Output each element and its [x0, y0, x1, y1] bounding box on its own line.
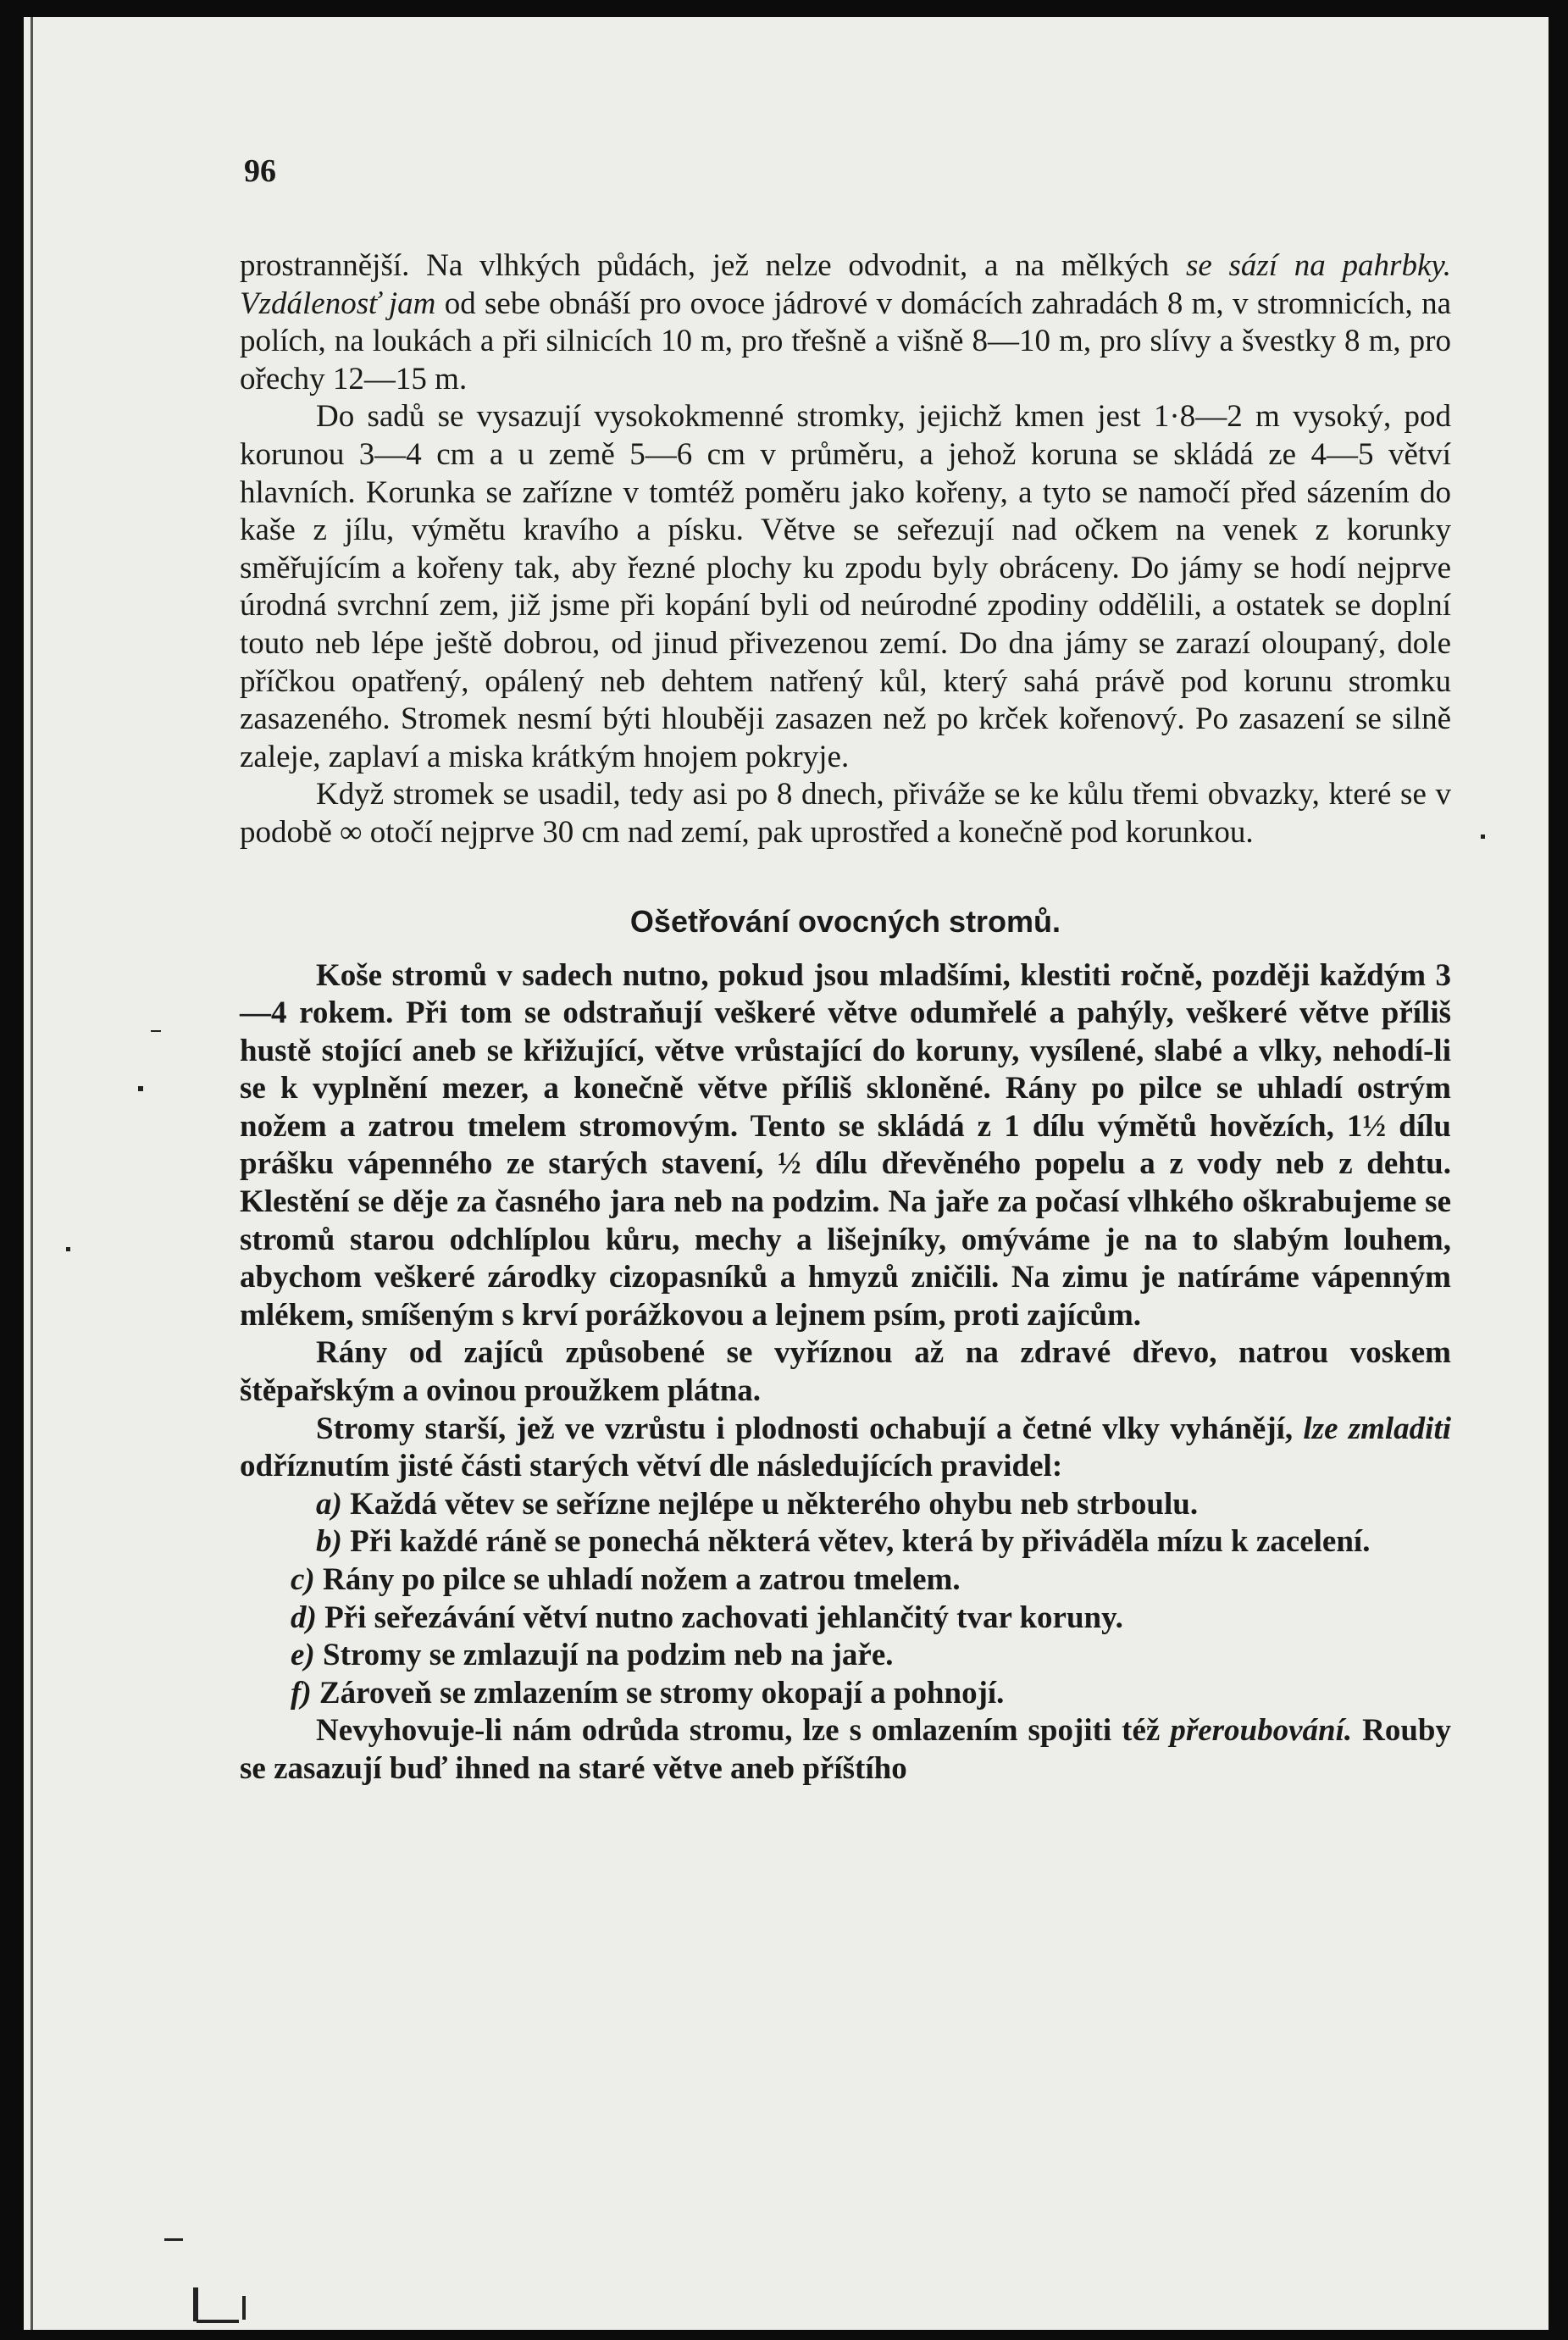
rule-item: a) Každá větev se seřízne nejlépe u některého ohybu neb strboulu.: [316, 1486, 1199, 1522]
rule-item: d) Při seřezávání větví nutno zachovati jehlančitý tvar koruny.: [291, 1600, 1123, 1635]
section-heading: Ošetřování ovocných stromů.: [629, 903, 1061, 939]
paragraph: Rány od zajíců způsobené se vyříznou až na zdravé dřevo, natrou voskem štěpařským a ovinou proužkem plátna.: [240, 1335, 1451, 1409]
paragraph: Koše stromů v sadech nutno, pokud jsou mladšími, klestiti ročně, později každým 3—4 rokem. Při tom se odstraňují veškeré větve odumřelé a pahýly, veškeré větve příliš hustě stojící aneb se křižující, větve vrůstající do koruny, vysílené, slabé a vlky, nehodí-li se k vyplnění mezer, a konečně větve příliš skloněné. Rány po pilce se uhladí ostrým nožem a zatrou tmelem stromovým. Tento se skládá z 1 dílu výmětů hovězích, 1½ dílu prášku vápenného ze starých stavení, ½ dílu dřevěného popelu a z vody neb z dehtu. Klestění se děje za časného jara neb na podzim. Na jaře za počasí vlhkého oškrabujeme se stromů starou odchlíplou kůru, mechy a lišejníky, omýváme je na to slabým louhem, abychom veškeré zárodky cizopasníků a hmyzů zničili. Na zimu je natíráme vápenným mlékem, smíšeným s krví porážkovou a lejnem psím, proti zajícům.: [240, 957, 1451, 1333]
scan-speck: [242, 2296, 246, 2320]
scan-speck: [197, 2320, 239, 2323]
page-number: 96: [244, 153, 276, 189]
rule-item: f) Zároveň se zmlazením se stromy okopají a pohnojí.: [291, 1675, 1005, 1711]
book-page: [24, 17, 1549, 2330]
scan-speck: [193, 2287, 198, 2321]
paragraph: Nevyhovuje-li nám odrůda stromu, lze s omlazením spojiti též přeroubování. Rouby se zasazují buď ihned na staré větve aneb příštího: [240, 1713, 1451, 1786]
rule-item: c) Rány po pilce se uhladí nožem a zatrou tmelem.: [291, 1562, 961, 1597]
paragraph: Když stromek se usadil, tedy asi po 8 dnech, přiváže se ke kůlu třemi obvazky, které se v podobě ∞ otočí nejprve 30 cm nad zemí, pak uprostřed a konečně pod korunkou.: [240, 777, 1451, 850]
paragraph: Stromy starší, jež ve vzrůstu i plodnosti ochabují a četné vlky vyhánějí, lze zmladiti odříznutím jisté části starých větví dle následujících pravidel:: [240, 1411, 1451, 1484]
paragraph: prostrannější. Na vlhkých půdách, jež nelze odvodnit, a na mělkých se sází na pahrbky. Vzdálenosť jam od sebe obnáší pro ovoce jádrové v domácích zahradách 8 m, v stromnicích, na polích, na loukách a při silnicích 10 m, pro třešně a višně 8—10 m, pro slívy a švestky 8 m, pro ořechy 12—15 m.: [240, 248, 1452, 396]
scan-speck: [66, 1247, 70, 1251]
page-edge-line: [30, 17, 33, 2330]
scan-speck: [138, 1086, 143, 1091]
rule-item: b) Při každé ráně se ponechá některá větev, která by přiváděla mízu k zacelení.: [316, 1524, 1371, 1560]
rule-item: e) Stromy se zmlazují na podzim neb na jaře.: [291, 1638, 894, 1673]
paragraph: Do sadů se vysazují vysokokmenné stromky, jejichž kmen jest 1·8—2 m vysoký, pod korunou 3—4 cm a u země 5—6 cm v průměru, a jehož koruna se skládá ze 4—5 větví hlavních. Korunka se zařízne v tomtéž poměru jako kořeny, a tyto se namočí před sázením do kaše z jílu, výmětu kravího a písku. Větve se seřezují nad očkem na venek z korunky směřujícím a kořeny tak, aby řezné plochy ku zpodu byly obráceny. Do jámy se hodí nejprve úrodná svrchní zem, již jsme při kopání byli od neúrodné zpodiny oddělili, a ostatek se doplní touto neb lépe ještě dobrou, od jinud přivezenou zemí. Do dna jámy se zarazí oloupaný, dole příčkou opatřený, opálený neb dehtem natřený kůl, který sahá právě pod korunu stromku zasazeného. Stromek nesmí býti hlouběji zasazen než po krček kořenový. Po zasazení se silně zaleje, zaplaví a miska krátkým hnojem pokryje.: [240, 399, 1451, 774]
scan-speck: [151, 1030, 161, 1032]
scan-speck: [164, 2238, 183, 2241]
page-text: [240, 247, 1451, 1788]
scan-speck: [1481, 835, 1485, 839]
